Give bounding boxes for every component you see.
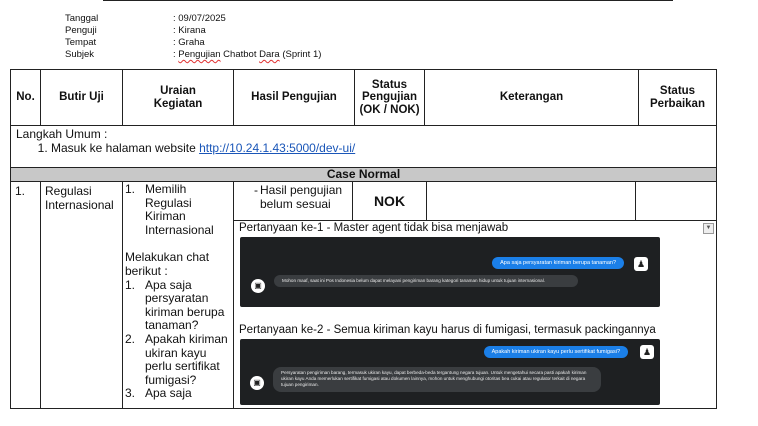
uraian-step: 1. Memilih Regulasi Kiriman Internasional <box>125 182 214 237</box>
meta-label: Tempat <box>65 37 97 48</box>
question-2-title: Pertanyaan ke-2 - Semua kiriman kayu harus di fumigasi, termasuk packingannya <box>239 324 656 336</box>
header-status-pengujian: Status Pengujian (OK / NOK) <box>355 70 425 126</box>
test-table <box>10 69 717 409</box>
perbaikan-cell <box>636 182 716 220</box>
bot-message: Persyaratan pengiriman barang, termasuk ukiran kayu, dapat berbeda-beda tergantung negara tujuan. Untuk mengetahui secara pasti apakah kiriman ukiran kayu Anda memerlukan sertifikat fumigasi atau dokumen lainnya, mohon untuk menghubungi otoritas bea cukai atau regulator terkait di negara tujuan pengiriman. <box>273 367 601 392</box>
meta-label: Penguji <box>65 25 97 36</box>
user-message: Apa saja persyaratan kiriman berupa tanaman? <box>492 257 624 269</box>
header-keterangan: Keterangan <box>425 70 639 126</box>
results-area <box>234 182 717 409</box>
row-butir: Regulasi Internasional <box>41 182 123 409</box>
status-nok: NOK <box>353 182 427 220</box>
meta-row-penguji <box>65 25 321 37</box>
header-row <box>11 70 717 126</box>
meta-value: : Pengujian Chatbot Dara (Sprint 1) <box>173 49 322 60</box>
meta-row-tempat <box>65 37 321 49</box>
chat-item: 2. Apakah kiriman ukiran kayu perlu sertifikat fumigasi? <box>125 331 228 387</box>
hasil-pengujian: - Hasil pengujian belum sesuai <box>234 182 353 220</box>
general-steps-title: Langkah Umum : <box>16 127 108 141</box>
meta-label: Tanggal <box>65 13 99 24</box>
chat-item: 1. Apa saja persyaratan kiriman berupa tanaman? <box>125 277 225 333</box>
row-uraian <box>123 182 234 409</box>
dropdown-arrow-icon[interactable]: ▼ <box>703 223 714 234</box>
chat-item: 3. Apa saja <box>125 386 192 401</box>
question-1-title: Pertanyaan ke-1 - Master agent tidak bisa menjawab <box>239 222 509 234</box>
user-icon: ♟ <box>634 257 648 271</box>
bot-icon: ▣ <box>250 376 264 390</box>
case-title: Case Normal <box>11 168 717 182</box>
meta-row-tanggal <box>65 13 321 25</box>
user-icon: ♟ <box>640 345 654 359</box>
header-butir: Butir Uji <box>41 70 123 126</box>
user-message: Apakah kiriman ukiran kayu perlu sertifikat fumigasi? <box>484 346 628 358</box>
bot-icon: ▣ <box>251 279 265 293</box>
meta-value: : Graha <box>173 37 205 48</box>
chat-screenshot-2 <box>240 339 660 405</box>
header-status-perbaikan: Status Perbaikan <box>639 70 717 126</box>
header-no: No. <box>11 70 41 126</box>
result-cells <box>234 182 716 221</box>
test-row <box>11 182 717 409</box>
top-rule <box>103 0 673 1</box>
header-uraian: Uraian Kegiatan <box>123 70 234 126</box>
keterangan-cell <box>427 182 636 220</box>
chat-screenshot-1 <box>240 237 660 307</box>
dev-ui-link[interactable]: http://10.24.1.43:5000/dev-ui/ <box>199 141 356 155</box>
uraian-chat-intro: Melakukan chat berikut : <box>125 250 210 278</box>
meta-label: Subjek <box>65 49 95 60</box>
header-hasil: Hasil Pengujian <box>234 70 355 126</box>
case-row <box>11 168 717 182</box>
general-step: 1. Masuk ke halaman website http://10.24.1.43:5000/dev-ui/ <box>51 141 712 155</box>
row-number: 1. <box>11 182 41 409</box>
meta-row-subjek <box>65 49 321 61</box>
meta-value: : Kirana <box>173 25 206 36</box>
meta-value: : 09/07/2025 <box>173 13 226 24</box>
general-steps-list <box>16 141 712 155</box>
bot-message: Mohon maaf, saat ini Pos Indonesia belum dapat melayani pengiriman barang kategori tanaman hidup untuk tujuan internasional. <box>274 275 578 287</box>
general-steps-row <box>11 126 717 168</box>
document-meta <box>65 13 321 61</box>
